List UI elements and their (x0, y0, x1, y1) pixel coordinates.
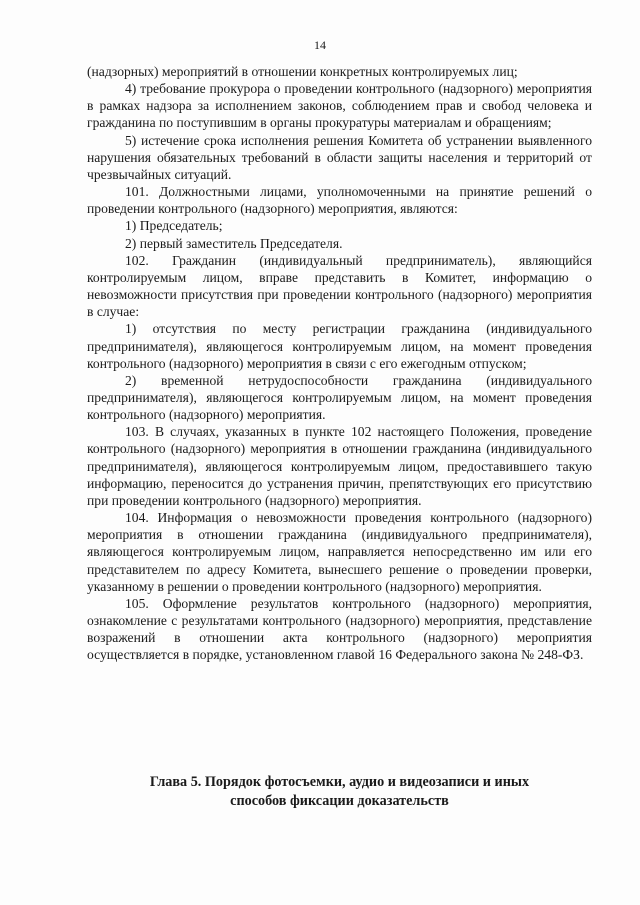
paragraph-101: 101. Должностными лицами, уполномоченными на принятие решений о проведении контрольного (надзорного) мероприятия, являются: (87, 184, 592, 217)
chapter-heading (87, 773, 592, 811)
paragraph-continuation: (надзорных) мероприятий в отношении конкретных контролируемых лиц; (87, 64, 518, 79)
chapter-heading-line-2: способов фиксации доказательств (230, 793, 449, 809)
page-number: 14 (314, 38, 326, 52)
paragraph-item-4: 4) требование прокурора о проведении контрольного (надзорного) мероприятия в рамках надзора за исполнением законов, соблюдением прав и свобод человека и гражданина по поступившим в органы прокуратуры материалам и обращениям; (87, 81, 592, 131)
paragraph-101-item-2: 2) первый заместитель Председателя. (125, 235, 343, 251)
paragraph-item-5: 5) истечение срока исполнения решения Комитета об устранении выявленного нарушения обязательных требований в области защиты населения и территорий от чрезвычайных ситуаций. (87, 132, 592, 182)
paragraph-102-item-1: 1) отсутствия по месту регистрации гражданина (индивидуального предпринимателя), являющегося контролируемым лицом, на момент проведения контрольного (надзорного) мероприятия в связи с его ежегодным отпуском; (87, 321, 592, 371)
paragraph-102: 102. Гражданин (индивидуальный предприниматель), являющийся контролируемым лицом, вправе представить в Комитет, информацию о невозможности присутствия при проведении контрольного (надзорного) мероприятия в случае: (87, 252, 592, 320)
document-body (87, 63, 592, 663)
paragraph-104: 104. Информация о невозможности проведения контрольного (надзорного) мероприятия в отношении гражданина (индивидуального предпринимателя), являющегося контролируемым лицом, направляется непосредственно им или его представителем по адресу Комитета, вынесшего решение о проведении проверки, указанному в решении о проведении контрольного (надзорного) мероприятия. (87, 510, 592, 594)
paragraph-102-item-2: 2) временной нетрудоспособности гражданина (индивидуального предпринимателя), являющегося контролируемым лицом, на момент проведения контрольного (надзорного) мероприятия. (87, 372, 592, 423)
paragraph-101-item-1: 1) Председатель; (125, 218, 223, 234)
paragraph-105: 105. Оформление результатов контрольного (надзорного) мероприятия, ознакомление с результатами контрольного (надзорного) мероприятия, представление возражений в отношении акта контрольного (надзорного) мероприятия осуществляется в порядке, установленном главой 16 Федерального закона № 248-ФЗ. (87, 595, 592, 663)
chapter-heading-line-1: Глава 5. Порядок фотосъемки, аудио и видеозаписи и иных (149, 774, 530, 790)
paragraph-103: 103. В случаях, указанных в пункте 102 настоящего Положения, проведение контрольного (надзорного) мероприятия в отношении гражданина (индивидуального предпринимателя), являющегося контролируемым лицом, предоставившего такую информацию, переносится до устранения причин, препятствующих его присутствию при проведении контрольного (надзорного) мероприятия. (87, 424, 592, 508)
